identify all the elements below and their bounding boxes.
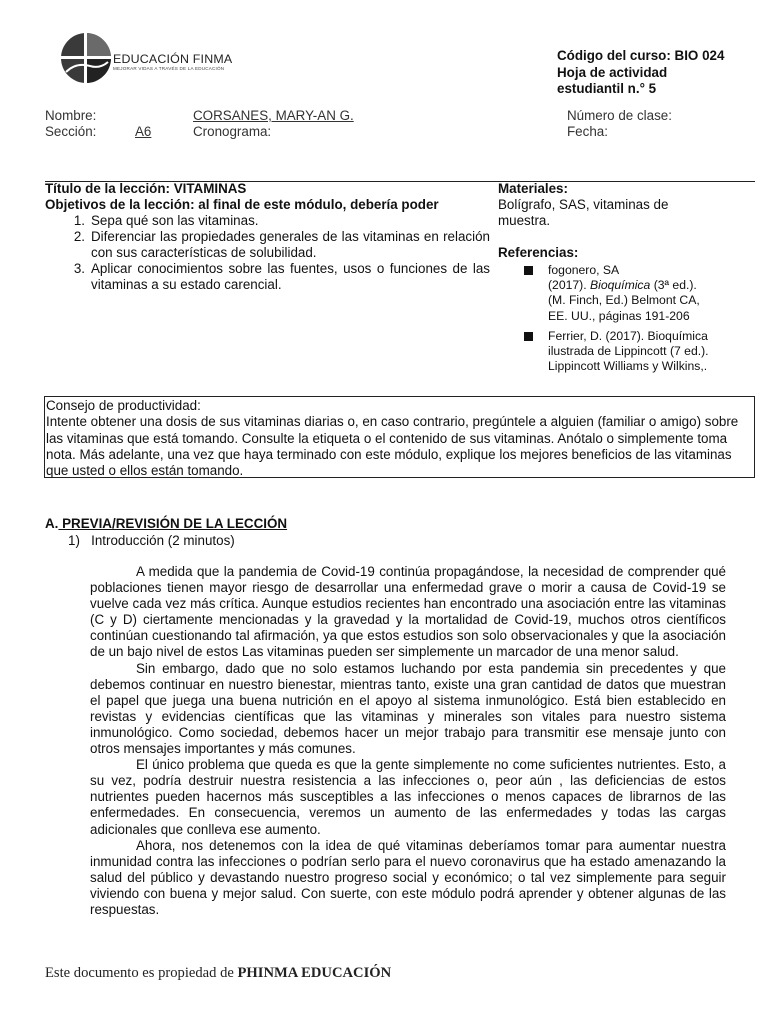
intro-item: [68, 533, 235, 549]
paragraph: A medida que la pandemia de Covid-19 continúa propagándose, la necesidad de comprender qué poblaciones tienen mayor riesgo de desarrollar una enfermedad grave o morir a causa de Covid-19 se vuelve cada vez más crítica. Aunque estudios recientes han encontrado una asociación entre las vitaminas (C y D) ciertamente mencionadas y la gravedad y la mortalidad de Covid-19, muchos otros científicos continúan cuestionando tal afirmación, ya que estos estudios son solo observacionales y que la asociación de un bajo nivel de estos Las vitaminas pueden ser simplemente un marcador de una menor salud.: [90, 564, 726, 660]
footer-text: Este documento es propiedad de: [45, 965, 238, 981]
reference-item: [498, 329, 713, 375]
references-heading: Referencias:: [498, 245, 579, 260]
course-code: Código del curso: BIO 024: [557, 48, 725, 63]
intro-number: 1): [68, 533, 80, 548]
document-footer: [45, 965, 391, 981]
date-label: Fecha:: [567, 124, 608, 139]
objectives-list: [45, 213, 490, 293]
section-label: Sección:: [45, 124, 97, 139]
reference-author: fogonero, SA: [548, 263, 620, 277]
objectives-heading: Objetivos de la lección: al final de este módulo, debería poder: [45, 197, 439, 212]
paragraph: Sin embargo, dado que no solo estamos luchando por esta pandemia sin precedentes y que debemos continuar en nuestro bienestar, mientras tanto, existe una gran cantidad de datos que muestran el papel que juega una buena nutrición en el apoyo al sistema inmunológico. Está bien establecido en revistas y evidencias científicas que las vitaminas y minerales son vitales para nuestro sistema inmunológico. Como sociedad, debemos hacer un mejor trabajo para transmitir ese mensaje junto con otros mensajes importantes y más comunes.: [90, 660, 726, 757]
objective-item: [45, 261, 490, 293]
educacion-finma-logo-icon: [60, 32, 112, 84]
tip-text: Intente obtener una dosis de sus vitaminas diarias o, en caso contrario, pregúntele a alguien (familiar o amigo) sobre las vitaminas que está tomando. Consulte la etiqueta o el contenido de sus vitaminas. Anótalo o simplemente toma nota. Más adelante, una vez que haya terminado con este módulo, explique los mejores beneficios de las vitaminas que usted o ellos están tomando.: [46, 414, 739, 479]
section-a-heading: [45, 516, 287, 532]
objective-text: Aplicar conocimientos sobre las fuentes, usos o funciones de las vitaminas a su estado carencial.: [91, 261, 490, 292]
name-label: Nombre:: [45, 108, 97, 123]
reference-book-title: Bioquímica: [590, 278, 651, 293]
bullet-square-icon: [524, 332, 533, 341]
section-value: A6: [135, 124, 152, 139]
class-number-label: Número de clase:: [567, 108, 672, 123]
lesson-title: Título de la lección: VITAMINAS: [45, 181, 247, 196]
lesson-block: [45, 181, 490, 293]
materials-block: [498, 181, 713, 374]
intro-label: Introducción (2 minutos): [91, 533, 235, 548]
paragraph: El único problema que queda es que la gente simplemente no come suficientes nutrientes. Esto, a su vez, podría destruir nuestra resistencia a las infecciones o, peor aún , las deficiencias de estos nutrientes pueden hacernos más susceptibles a las infecciones o menos capaces de librarnos de las enfermedades. En consecuencia, veremos un aumento de las enfermedades y todas las cargas adicionales que conlleva ese aumento.: [90, 757, 726, 837]
objective-number: 1.: [73, 213, 85, 228]
logo-tagline: MEJORAR VIDAS A TRAVÉS DE LA EDUCACIÓN: [113, 66, 225, 71]
productivity-tip-box: [44, 396, 755, 478]
reference-year: (2017).: [548, 278, 591, 293]
bullet-square-icon: [524, 266, 533, 275]
footer-owner: PHINMA EDUCACIÓN: [237, 965, 392, 981]
introduction-body: [90, 564, 726, 918]
objective-number: 3.: [73, 261, 85, 276]
schedule-label: Cronograma:: [193, 124, 272, 139]
course-info: [557, 48, 727, 98]
section-letter: A.: [45, 516, 59, 531]
reference-details: (3ª ed.). (M. Finch, Ed.) Belmont CA, EE. UU., páginas 191-206: [548, 278, 700, 323]
tip-heading: Consejo de productividad:: [46, 398, 201, 413]
reference-text: [548, 263, 713, 324]
objective-number: 2.: [73, 229, 85, 244]
objective-item: [45, 213, 490, 229]
reference-text: Ferrier, D. (2017). Bioquímica ilustrada de Lippincott (7 ed.). Lippincott Williams y Wilkins,.: [548, 328, 709, 374]
reference-item: [498, 263, 713, 324]
name-value: CORSANES, MARY-AN G.: [193, 108, 354, 123]
materials-heading: Materiales:: [498, 181, 568, 196]
objective-item: [45, 229, 490, 261]
activity-sheet-number: Hoja de actividad estudiantil n.° 5: [557, 64, 668, 96]
section-title: PREVIA/REVISIÓN DE LA LECCIÓN: [58, 516, 288, 531]
materials-text: Bolígrafo, SAS, vitaminas de muestra.: [498, 197, 669, 228]
objective-text: Diferenciar las propiedades generales de las vitaminas en relación con sus características de solubilidad.: [91, 229, 490, 260]
paragraph: Ahora, nos detenemos con la idea de qué vitaminas deberíamos tomar para aumentar nuestra inmunidad contra las infecciones o podrían serlo para el nuevo coronavirus que ha estado amenazando la salud del público y devastando nuestro progreso social y económico; o tal vez simplemente para seguir viviendo con buena y mejor salud. Con suerte, con este módulo podrá aprender y obtener algunas de las respuestas.: [90, 837, 726, 917]
objective-text: Sepa qué son las vitaminas.: [91, 213, 259, 228]
logo-name: EDUCACIÓN FINMA: [113, 52, 233, 66]
